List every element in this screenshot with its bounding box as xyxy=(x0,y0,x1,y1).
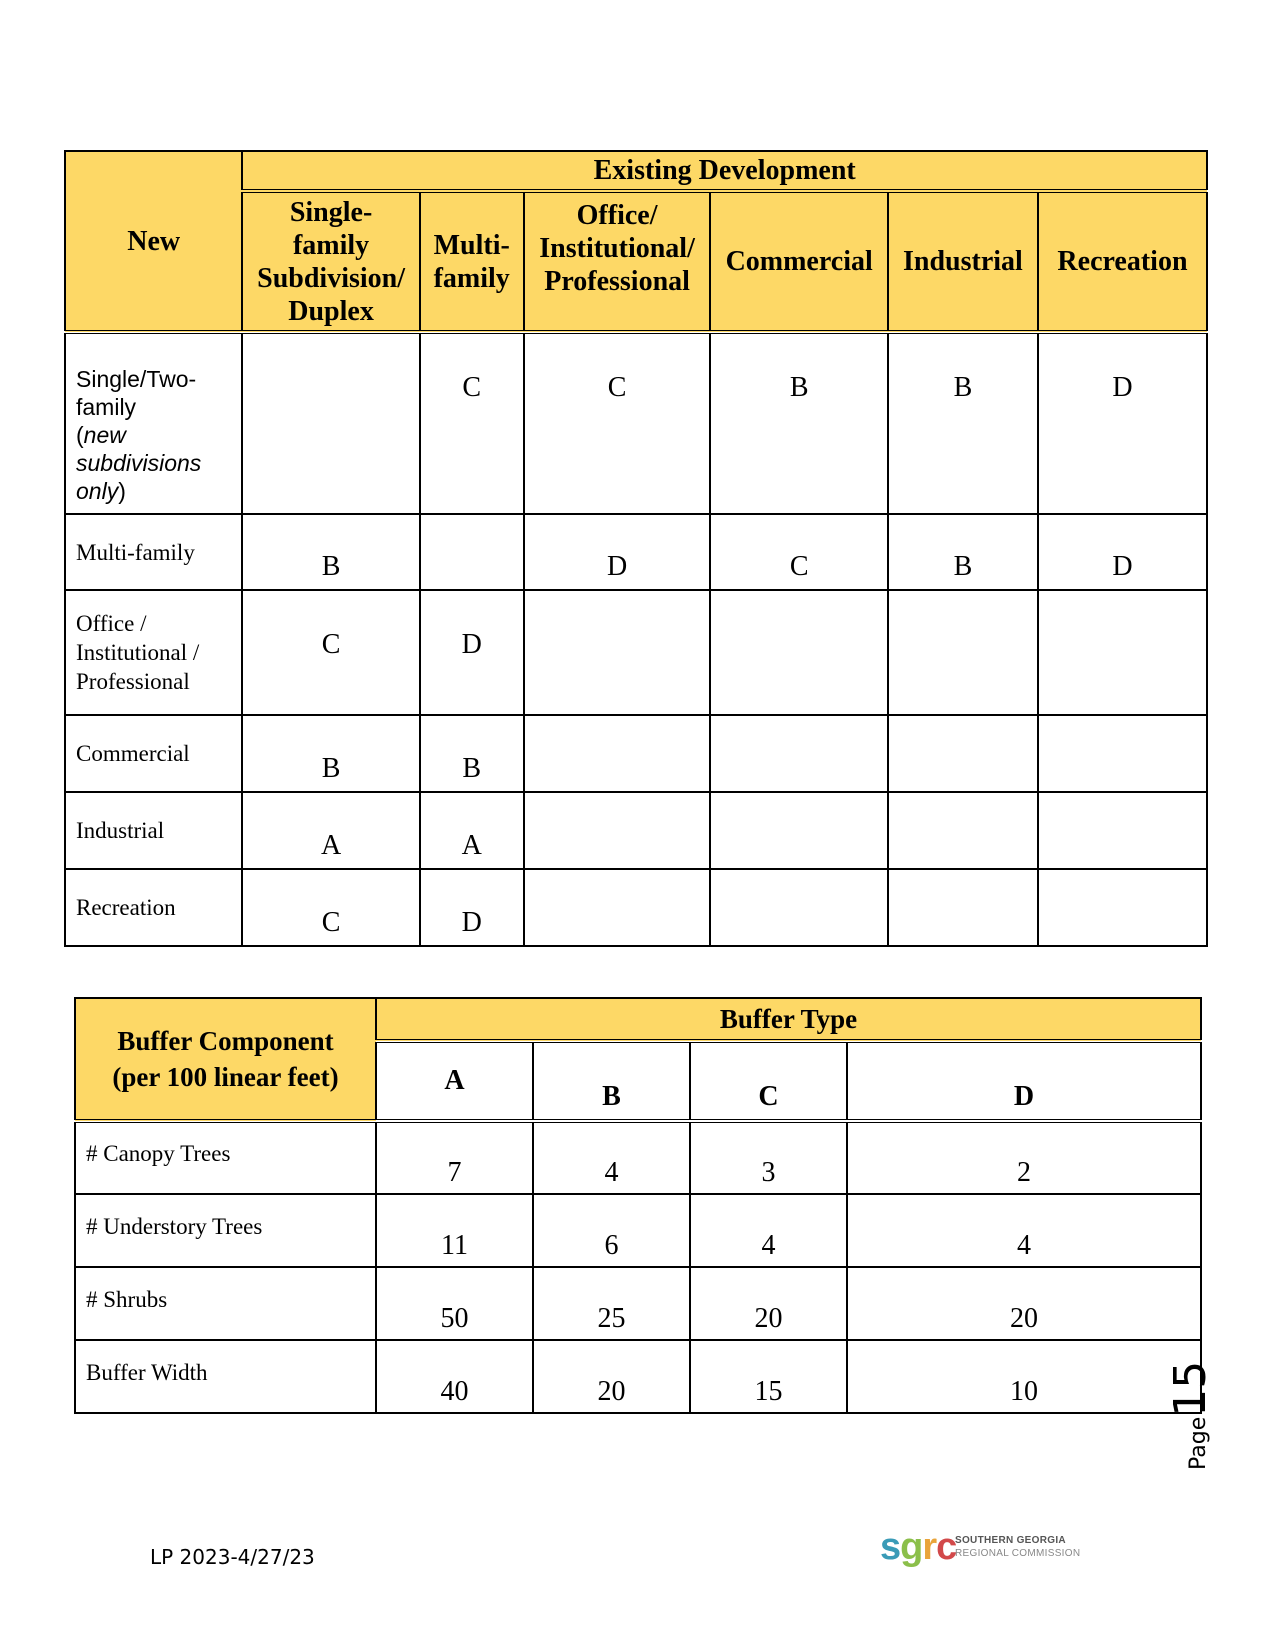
table-row xyxy=(65,715,1207,792)
col-header-single-family: Single- family Subdivision/ Duplex xyxy=(242,191,419,332)
logo-letters: sgrc xyxy=(880,1526,957,1568)
table-row xyxy=(65,590,1207,715)
page-number xyxy=(1165,1361,1216,1470)
table-cell xyxy=(888,792,1038,869)
table-row xyxy=(65,332,1207,514)
table-cell: C xyxy=(242,590,419,715)
table-cell: 20 xyxy=(533,1340,690,1413)
col-header-multi-family: Multi- family xyxy=(420,191,524,332)
logo-text-line2: REGIONAL COMMISSION xyxy=(955,1548,1081,1559)
table-cell: D xyxy=(420,590,524,715)
table-cell: 25 xyxy=(533,1267,690,1340)
table-cell: 7 xyxy=(376,1121,533,1194)
table-cell: B xyxy=(242,514,419,590)
table-cell xyxy=(420,514,524,590)
row-label-buffer-width: Buffer Width xyxy=(75,1340,376,1413)
table-cell: C xyxy=(242,869,419,946)
table-cell: B xyxy=(420,715,524,792)
table-cell xyxy=(710,869,887,946)
table-cell: 10 xyxy=(847,1340,1201,1413)
table-cell xyxy=(524,590,711,715)
buffer-type-b: B xyxy=(533,1041,690,1121)
buffer-type-d: D xyxy=(847,1041,1201,1121)
row-label-shrubs: # Shrubs xyxy=(75,1267,376,1340)
col-header-industrial: Industrial xyxy=(888,191,1038,332)
sgrc-logo xyxy=(880,1528,1080,1568)
table-cell xyxy=(1038,869,1207,946)
new-header: New xyxy=(65,151,242,332)
table-cell: A xyxy=(420,792,524,869)
table-cell: D xyxy=(420,869,524,946)
table-cell xyxy=(524,715,711,792)
table-cell: 11 xyxy=(376,1194,533,1267)
buffer-type-c: C xyxy=(690,1041,847,1121)
table-cell: C xyxy=(710,514,887,590)
table-cell xyxy=(524,869,711,946)
table-cell xyxy=(242,332,419,514)
table-cell: B xyxy=(710,332,887,514)
table-row xyxy=(65,792,1207,869)
buffer-type-a: A xyxy=(376,1041,533,1121)
table-cell: 15 xyxy=(690,1340,847,1413)
table-cell: 2 xyxy=(847,1121,1201,1194)
table-cell: 20 xyxy=(690,1267,847,1340)
land-use-buffer-matrix xyxy=(64,150,1208,947)
page-number-value: 15 xyxy=(1165,1360,1216,1417)
table-row xyxy=(75,1267,1201,1340)
logo-text-line1: SOUTHERN GEORGIA xyxy=(955,1535,1066,1546)
buffer-component-table xyxy=(74,997,1202,1414)
table-cell: 40 xyxy=(376,1340,533,1413)
buffer-component-header: Buffer Component (per 100 linear feet) xyxy=(75,998,376,1121)
table-cell: 50 xyxy=(376,1267,533,1340)
page-word: Page xyxy=(1186,1416,1211,1470)
table-cell xyxy=(524,792,711,869)
buffer-type-header: Buffer Type xyxy=(376,998,1201,1041)
document-id: LP 2023-4/27/23 xyxy=(150,1545,315,1569)
row-label-single-two-family: Single/Two- family (new subdivisions only) xyxy=(65,332,242,514)
table-row xyxy=(65,514,1207,590)
table-cell: D xyxy=(524,514,711,590)
table-cell xyxy=(888,715,1038,792)
row-label-commercial: Commercial xyxy=(65,715,242,792)
table-cell xyxy=(710,590,887,715)
table-cell: C xyxy=(420,332,524,514)
row-label-industrial: Industrial xyxy=(65,792,242,869)
table-cell: 3 xyxy=(690,1121,847,1194)
table-cell: D xyxy=(1038,514,1207,590)
table-cell xyxy=(888,869,1038,946)
row-label-understory-trees: # Understory Trees xyxy=(75,1194,376,1267)
table-cell xyxy=(1038,792,1207,869)
existing-development-header: Existing Development xyxy=(242,151,1207,191)
row-label-office: Office / Institutional / Professional xyxy=(65,590,242,715)
table-cell: B xyxy=(888,332,1038,514)
table-cell: 6 xyxy=(533,1194,690,1267)
table-cell: D xyxy=(1038,332,1207,514)
table-cell: C xyxy=(524,332,711,514)
row-label-canopy-trees: # Canopy Trees xyxy=(75,1121,376,1194)
table-cell: 4 xyxy=(690,1194,847,1267)
table-cell xyxy=(1038,590,1207,715)
table-cell: B xyxy=(242,715,419,792)
table-row xyxy=(65,869,1207,946)
col-header-office: Office/ Institutional/ Professional xyxy=(524,191,711,332)
table-cell: 4 xyxy=(847,1194,1201,1267)
table-cell xyxy=(710,792,887,869)
table-row xyxy=(75,1340,1201,1413)
table-row xyxy=(75,1121,1201,1194)
col-header-recreation: Recreation xyxy=(1038,191,1207,332)
row-label-multi-family: Multi-family xyxy=(65,514,242,590)
table-cell xyxy=(1038,715,1207,792)
table-cell: 4 xyxy=(533,1121,690,1194)
table-cell: 20 xyxy=(847,1267,1201,1340)
col-header-commercial: Commercial xyxy=(710,191,887,332)
table-cell: B xyxy=(888,514,1038,590)
table-cell xyxy=(710,715,887,792)
table-cell xyxy=(888,590,1038,715)
row-label-recreation: Recreation xyxy=(65,869,242,946)
table-row xyxy=(75,1194,1201,1267)
table-cell: A xyxy=(242,792,419,869)
